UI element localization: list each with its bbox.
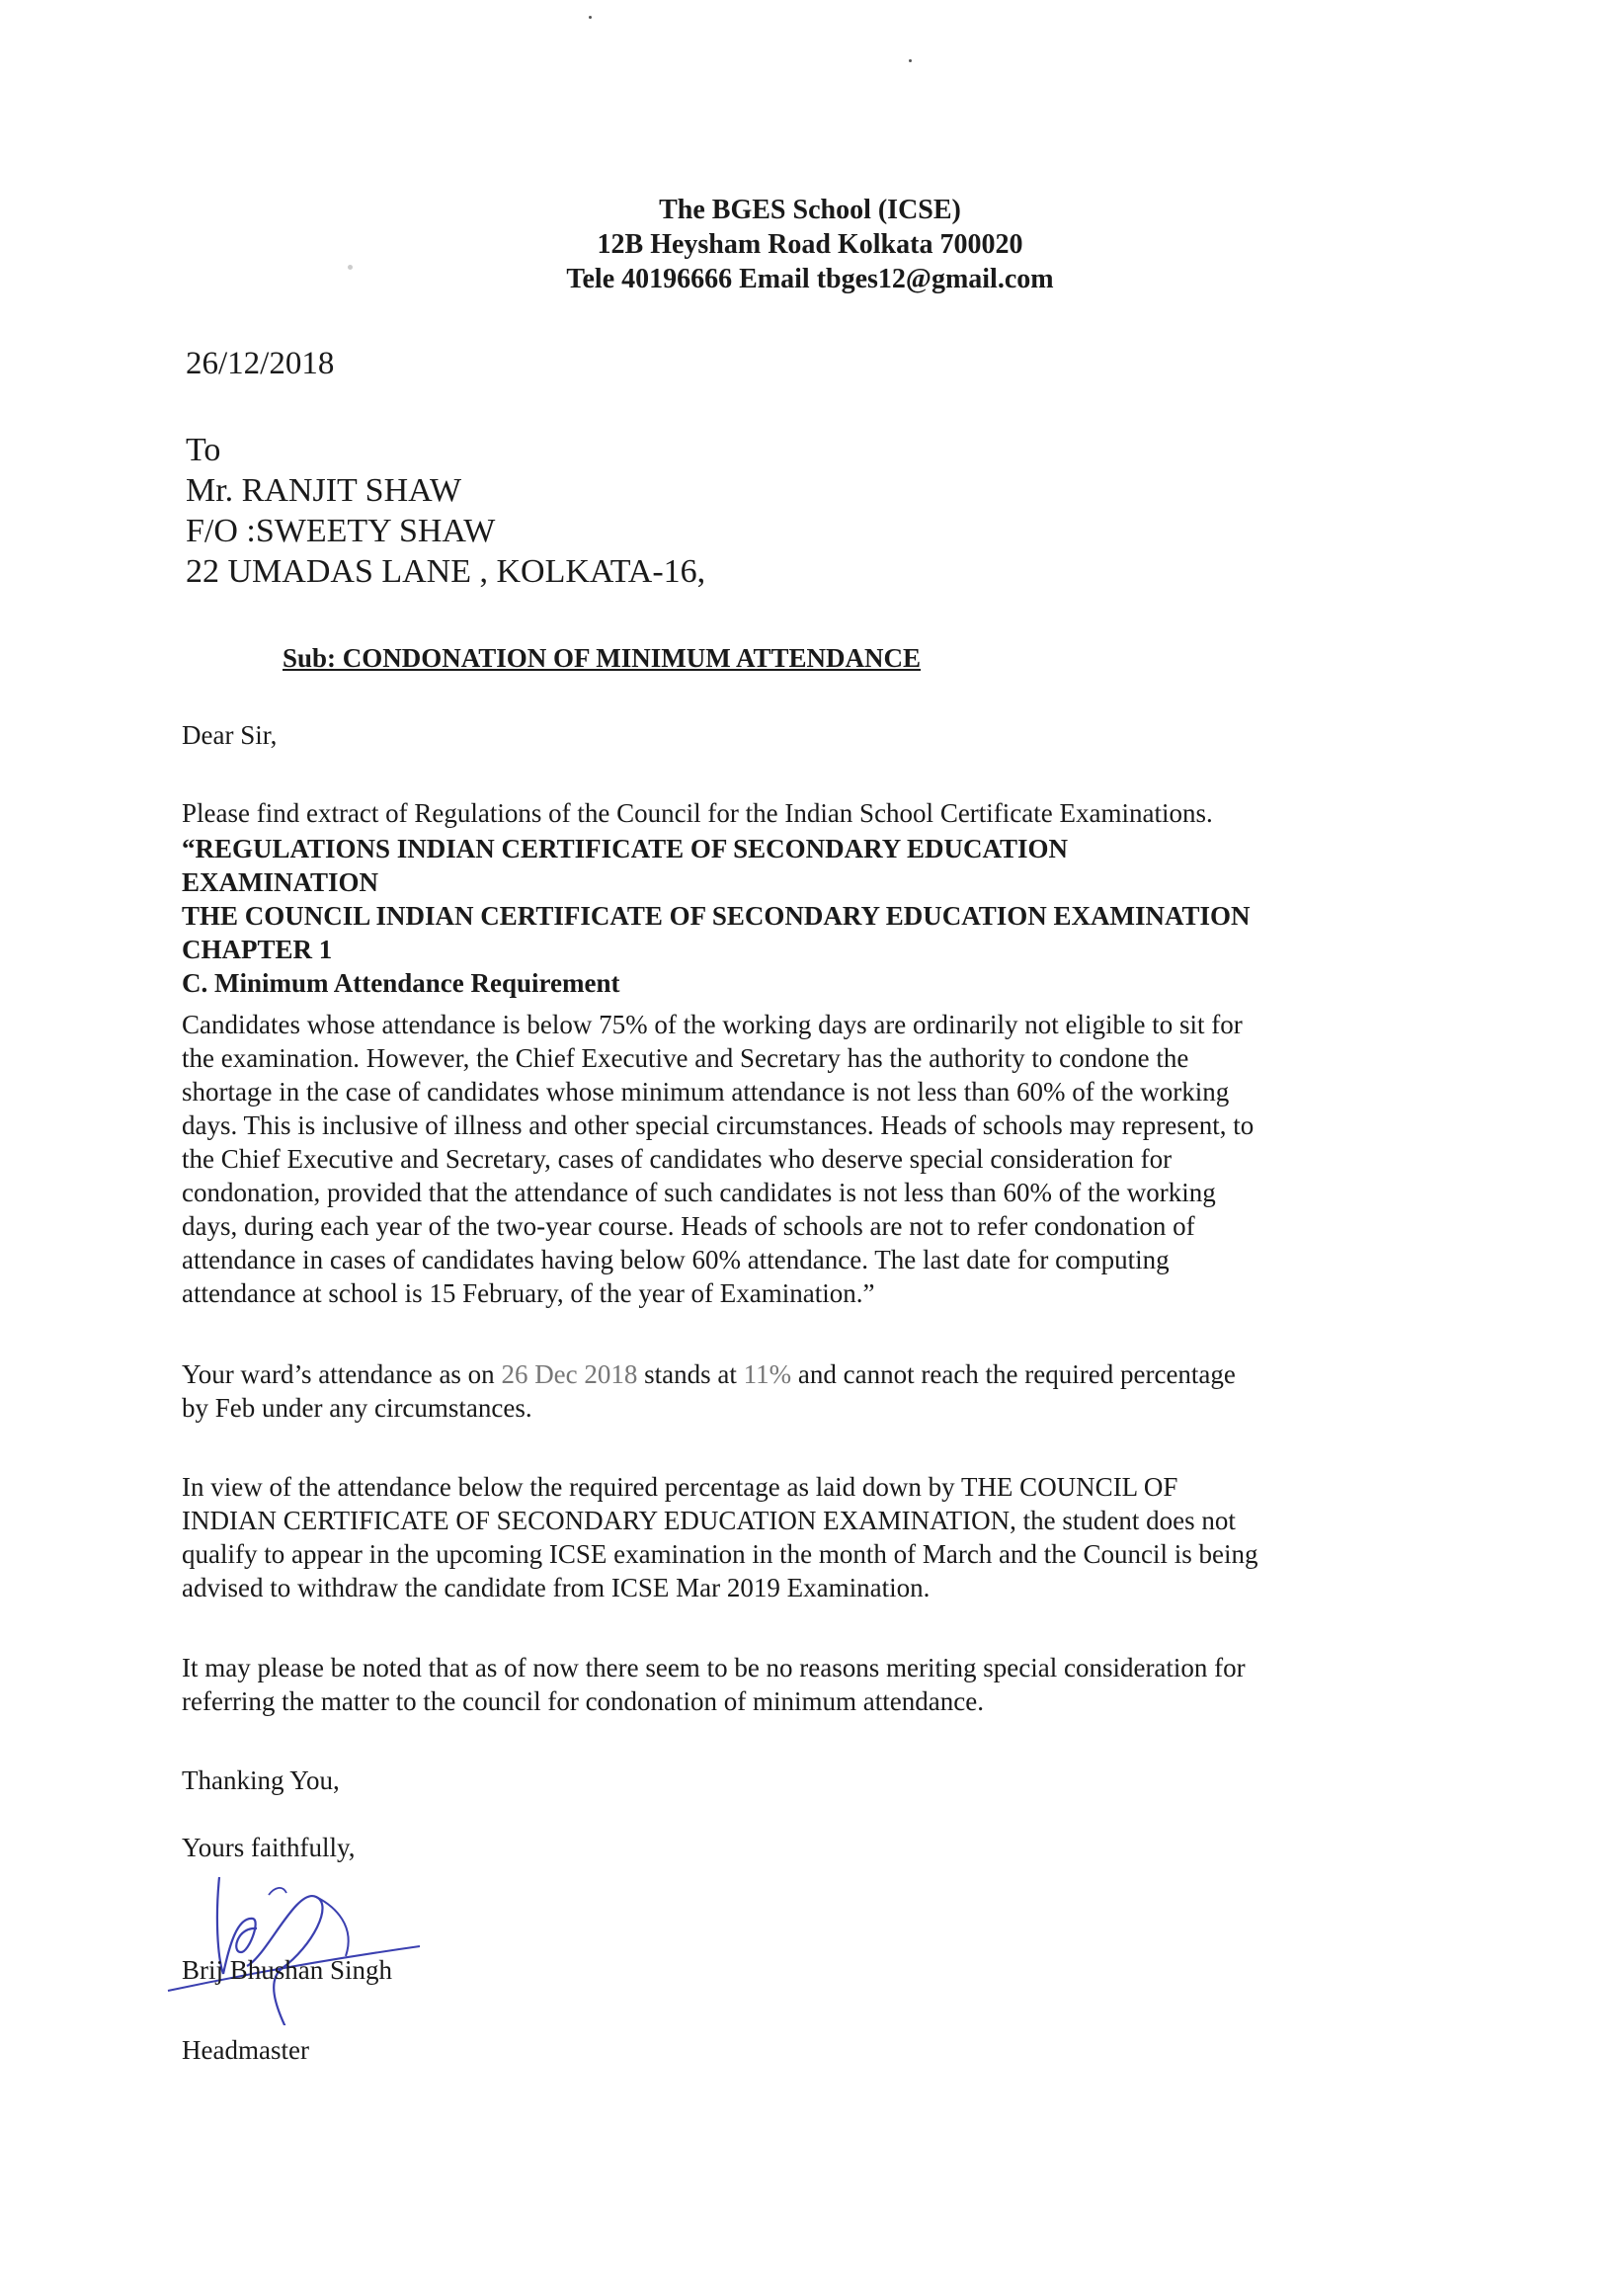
- recipient-relation: F/O :SWEETY SHAW: [186, 513, 496, 549]
- regulation-chapter: CHAPTER 1: [182, 935, 333, 964]
- subject-line: Sub: CONDONATION OF MINIMUM ATTENDANCE: [283, 643, 922, 673]
- attendance-paragraph: [182, 1357, 1407, 1425]
- regulation-line: days, during each year of the two-year course. Heads of schools are not to refer condonation of: [182, 1211, 1195, 1241]
- letterhead: [0, 193, 1620, 296]
- scan-speck: [589, 16, 592, 19]
- recipient-to: To: [186, 432, 221, 468]
- regulation-extract: [182, 1008, 1417, 1310]
- attendance-line: [182, 1357, 1407, 1391]
- regulation-heading: EXAMINATION: [182, 867, 379, 897]
- attendance-suffix: and cannot reach the required percentage: [791, 1359, 1236, 1389]
- paragraph-line: INDIAN CERTIFICATE OF SECONDARY EDUCATION EXAMINATION, the student does not: [182, 1506, 1236, 1535]
- letter-date: 26/12/2018: [186, 346, 335, 381]
- regulation-section: C. Minimum Attendance Requirement: [182, 968, 620, 998]
- regulation-line: attendance at school is 15 February, of the year of Examination.”: [182, 1278, 875, 1308]
- regulation-line: the Chief Executive and Secretary, cases of candidates who deserve special consideration for: [182, 1144, 1173, 1174]
- paragraph-line: qualify to appear in the upcoming ICSE examination in the month of March and the Council is being: [182, 1539, 1258, 1569]
- attendance-date: 26 Dec 2018: [501, 1359, 638, 1389]
- regulation-heading: “REGULATIONS INDIAN CERTIFICATE OF SECONDARY EDUCATION: [182, 834, 1068, 863]
- regulation-line: Candidates whose attendance is below 75% of the working days are ordinarily not eligible to sit for: [182, 1010, 1243, 1039]
- attendance-prefix: Your ward’s attendance as on: [182, 1359, 502, 1389]
- school-name: The BGES School (ICSE): [659, 195, 961, 225]
- recipient-block: [186, 430, 705, 592]
- attendance-middle: stands at: [637, 1359, 744, 1389]
- paragraph-line: In view of the attendance below the required percentage as laid down by THE COUNCIL OF: [182, 1472, 1178, 1502]
- regulation-line: shortage in the case of candidates whose minimum attendance is not less than 60% of the working: [182, 1077, 1230, 1107]
- paragraph-line: referring the matter to the council for condonation of minimum attendance.: [182, 1686, 984, 1716]
- regulation-headings: [182, 832, 1407, 1000]
- handwritten-signature: [158, 1857, 435, 2025]
- paragraph-line: advised to withdraw the candidate from ICSE Mar 2019 Examination.: [182, 1573, 931, 1602]
- regulation-line: attendance in cases of candidates having below 60% attendance. The last date for computing: [182, 1245, 1170, 1274]
- regulation-heading: THE COUNCIL INDIAN CERTIFICATE OF SECONDARY EDUCATION EXAMINATION: [182, 901, 1251, 931]
- signer-title: Headmaster: [182, 2035, 309, 2065]
- school-contact: Tele 40196666 Email tbges12@gmail.com: [566, 264, 1054, 294]
- recipient-name: Mr. RANJIT SHAW: [186, 472, 462, 509]
- greeting: Dear Sir,: [182, 720, 278, 750]
- view-paragraph: [182, 1470, 1407, 1604]
- attendance-line-2: by Feb under any circumstances.: [182, 1393, 532, 1423]
- intro-paragraph: Please find extract of Regulations of the Council for the Indian School Certificate Examinations.: [182, 798, 1213, 828]
- regulation-line: condonation, provided that the attendance of such candidates is not less than 60% of the working: [182, 1178, 1216, 1207]
- regulation-line: days. This is inclusive of illness and other special circumstances. Heads of schools may represent, to: [182, 1110, 1255, 1140]
- paragraph-line: It may please be noted that as of now there seem to be no reasons meriting special consideration for: [182, 1653, 1246, 1682]
- thanks-line: Thanking You,: [182, 1765, 340, 1795]
- scan-speck: [909, 59, 912, 62]
- school-address: 12B Heysham Road Kolkata 700020: [597, 229, 1023, 260]
- attendance-percent: 11%: [743, 1359, 792, 1389]
- recipient-address: 22 UMADAS LANE , KOLKATA-16,: [186, 553, 706, 590]
- signer-name: Brij Bhushan Singh: [182, 1955, 393, 1985]
- regulation-line: the examination. However, the Chief Executive and Secretary has the authority to condone the: [182, 1043, 1189, 1073]
- note-paragraph: [182, 1651, 1407, 1718]
- sign-off-line: Yours faithfully,: [182, 1833, 356, 1862]
